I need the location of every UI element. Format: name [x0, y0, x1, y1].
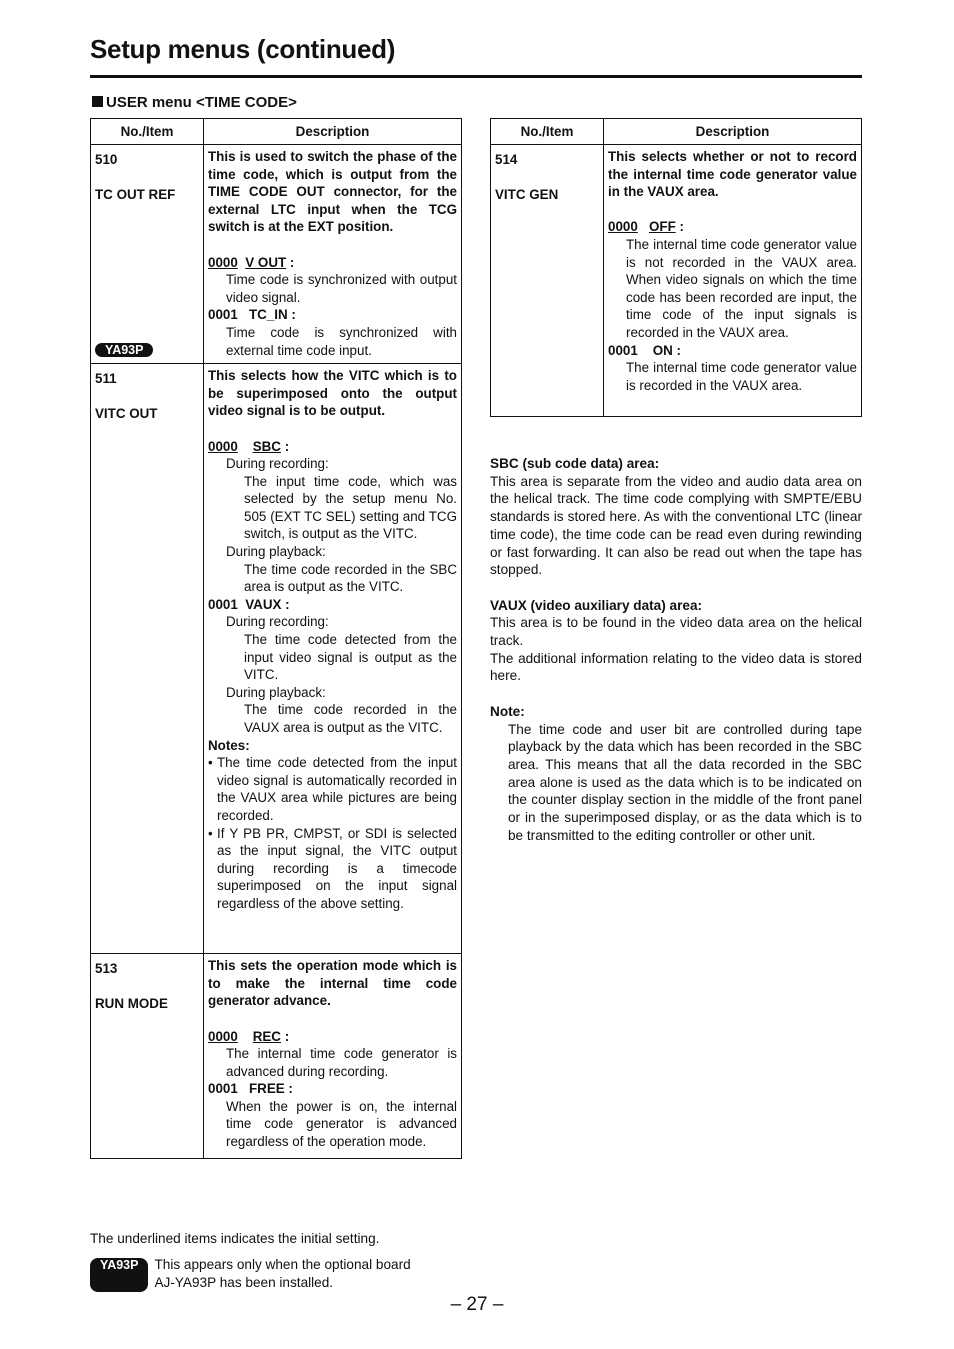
option-desc: The internal time code generator value is not recorded in the VAUX area. When video signals on which the time code has been recorded are input, the time code of the input signals is recorded in the VAUX area.: [626, 236, 857, 340]
menu-table-left: [90, 118, 462, 1159]
table-row: [91, 364, 462, 954]
vaux-text: The additional information relating to the video data is stored here.: [490, 650, 862, 684]
item-number: 513: [95, 961, 118, 977]
item-cell: [491, 145, 604, 417]
option-desc: The internal time code generator is advanced during recording.: [226, 1046, 457, 1079]
option-desc: Time code is synchronized with external time code input.: [226, 324, 457, 358]
option-line: 0001 FREE :: [208, 1081, 293, 1097]
option-line: 0000 SBC :: [208, 438, 290, 454]
section-heading: [92, 94, 297, 111]
item-cell: [91, 954, 204, 1159]
option-desc: Time code is synchronized with output video signal.: [226, 272, 457, 305]
option-desc: The time code detected from the input video signal is output as the VITC.: [244, 632, 457, 683]
option-desc: When the power is on, the internal time code generator is advanced regardless of the operation mode.: [226, 1098, 457, 1150]
option-desc: The internal time code generator value is recorded in the VAUX area.: [626, 360, 857, 393]
item-name: VITC GEN: [495, 187, 559, 203]
item-name: RUN MODE: [95, 996, 168, 1012]
vaux-text: This area is to be found in the video data area on the helical track.: [490, 615, 862, 649]
note-heading: Note:: [490, 703, 525, 719]
during-recording-label: During recording:: [226, 456, 329, 472]
sbc-heading: SBC (sub code data) area:: [490, 456, 660, 471]
note-bullet: • The time code detected from the input video signal is automatically recorded in the VAUX area while pictures are being recorded.: [208, 755, 457, 823]
underline-footnote: The underlined items indicates the initial setting.: [90, 1231, 380, 1246]
description-cell: [204, 364, 462, 954]
page-title: Setup menus (continued): [90, 34, 396, 64]
option-line: 0001 TC_IN :: [208, 307, 296, 323]
page-number: – 27 –: [450, 1294, 504, 1315]
table-row: [491, 145, 862, 417]
row-intro: This selects how the VITC which is to be superimposed onto the output video signal is to be output.: [208, 368, 457, 419]
notes-label: Notes:: [208, 737, 250, 753]
badge-footnote: [90, 1256, 411, 1292]
description-cell: [604, 145, 862, 417]
option-line: 0001 VAUX :: [208, 596, 290, 612]
row-intro: This is used to switch the phase of the time code, which is output from the TIME CODE OUT connector, for the external LTC input when the TCG switch is at the EXT position.: [208, 149, 457, 235]
item-name: TC OUT REF: [95, 187, 176, 203]
ya93p-badge: YA93P: [95, 343, 153, 357]
title-rule: [90, 75, 862, 78]
badge-note-line: This appears only when the optional board: [154, 1257, 411, 1272]
note-text: The time code and user bit are controlled during tape playback by the data which has been recorded in the SBC area. This means that all the data recorded in the SBC area alone is used as the data which is to be indicated on the counter display section in the middle of the front panel or in the superimposed display, or as the data which is to be transmitted to the editing controller or other unit.: [508, 721, 862, 843]
item-cell: [91, 364, 204, 954]
sbc-text: This area is separate from the video and audio data area on the helical track. The time code complying with SMPTE/EBU standards is stored here. As with the conventional LTC (linear time code), the time code can be read even during rewinding or fast forwarding. It can also be read out when the tape has stopped.: [490, 473, 862, 578]
item-number: 510: [95, 152, 118, 167]
item-number: 514: [495, 152, 518, 167]
during-recording-label: During recording:: [226, 614, 329, 630]
option-line: 0000 V OUT :: [208, 254, 295, 270]
option-line: 0000 REC :: [208, 1028, 290, 1044]
square-bullet-icon: [92, 96, 103, 107]
description-cell: [204, 145, 462, 364]
header-description: Description: [604, 119, 862, 145]
section-label: USER menu <TIME CODE>: [106, 94, 297, 111]
option-line: 0001 ON :: [608, 342, 681, 358]
header-description: Description: [204, 119, 462, 145]
option-desc: The time code recorded in the SBC area is output as the VITC.: [244, 561, 457, 595]
row-intro: This selects whether or not to record the internal time code generator value in the VAUX area.: [608, 149, 857, 200]
note-bullet: • If Y PB PR, CMPST, or SDI is selected as the input signal, the VITC output during recording is a timecode superimposed on the input signal regardless of the above setting.: [208, 825, 457, 911]
explanations: [490, 455, 862, 844]
table-row: [91, 954, 462, 1159]
option-desc: The time code recorded in the VAUX area is output as the VITC.: [244, 702, 457, 735]
ya93p-badge: YA93P: [90, 1258, 148, 1292]
item-number: 511: [95, 371, 117, 387]
vaux-heading: VAUX (video auxiliary data) area:: [490, 597, 703, 613]
header-no-item: No./Item: [91, 119, 204, 145]
badge-note-line: AJ-YA93P has been installed.: [154, 1275, 334, 1290]
option-desc: The input time code, which was selected by the setup menu No. 505 (EXT TC SEL) setting and TCG switch, is output as the VITC.: [244, 473, 457, 542]
option-line: 0000 OFF :: [608, 219, 684, 235]
item-name: VITC OUT: [95, 406, 158, 422]
item-cell: [91, 145, 204, 364]
row-intro: This sets the operation mode which is to make the internal time code generator advance.: [208, 958, 457, 1009]
table-row: [91, 145, 462, 364]
description-cell: [204, 954, 462, 1159]
during-playback-label: During playback:: [226, 544, 326, 560]
menu-table-right: [490, 118, 862, 417]
header-no-item: No./Item: [491, 119, 604, 145]
during-playback-label: During playback:: [226, 684, 326, 700]
